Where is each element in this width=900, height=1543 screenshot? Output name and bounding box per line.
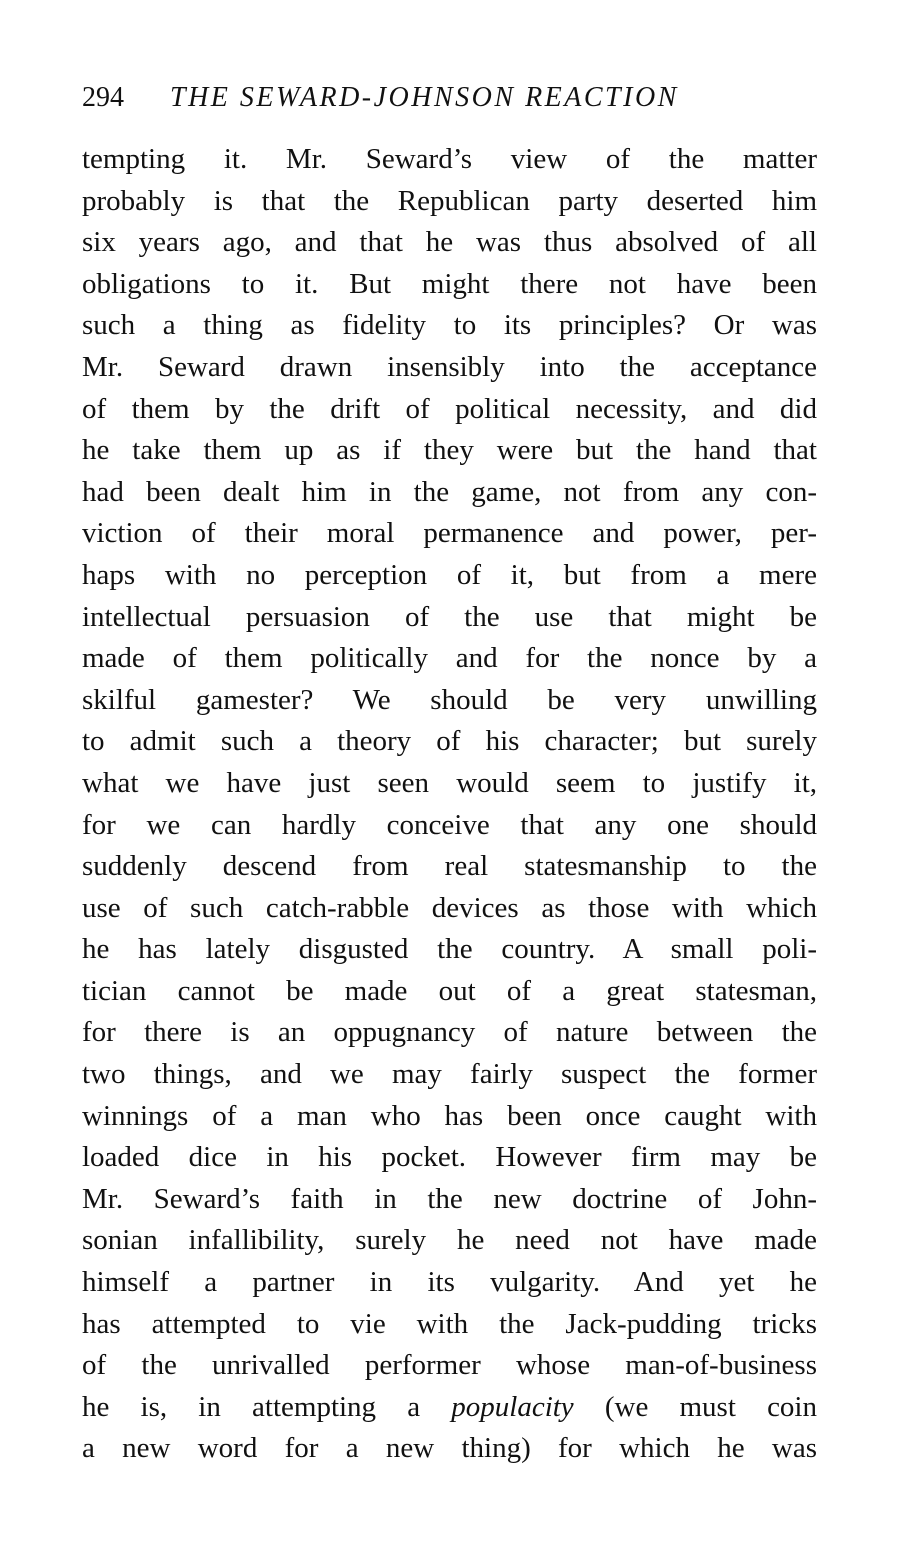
text-line: of the unrivalled performer whose man-of-business: [82, 1349, 817, 1382]
text-segment: (we must coin: [573, 1390, 817, 1423]
text-line: six years ago, and that he was thus absolved of all: [82, 226, 817, 259]
text-line: to admit such a theory of his character; but surely: [82, 725, 817, 758]
text-line: haps with no perception of it, but from a mere: [82, 558, 817, 591]
text-line: probably is that the Republican party deserted him: [82, 184, 817, 217]
text-line: tician cannot be made out of a great statesman,: [82, 974, 817, 1007]
page-number: 294: [82, 82, 124, 113]
text-line: of them by the drift of political necessity, and did: [82, 392, 817, 425]
text-line: for there is an oppugnancy of nature between the: [82, 1016, 817, 1049]
text-line: Mr. Seward drawn insensibly into the acceptance: [82, 350, 817, 383]
text-line: intellectual persuasion of the use that might be: [82, 600, 817, 633]
text-line: two things, and we may fairly suspect the former: [82, 1058, 817, 1091]
text-line: use of such catch-rabble devices as those with which: [82, 891, 817, 924]
text-line: viction of their moral permanence and power, per-: [82, 517, 817, 550]
text-line: made of them politically and for the nonce by a: [82, 642, 817, 675]
text-line: obligations to it. But might there not have been: [82, 267, 817, 300]
text-line: suddenly descend from real statesmanship to the: [82, 850, 817, 883]
text-line: tempting it. Mr. Seward’s view of the matter: [82, 143, 817, 175]
text-line: himself a partner in its vulgarity. And yet he: [82, 1266, 817, 1299]
text-segment: he is, in attempting a: [82, 1390, 452, 1423]
italic-word: populacity: [451, 1390, 574, 1423]
body-text: [82, 139, 817, 1470]
text-line: skilful gamester? We should be very unwilling: [82, 683, 817, 716]
text-line: Mr. Seward’s faith in the new doctrine of John-: [82, 1182, 817, 1215]
text-line-with-italic: [82, 1387, 817, 1429]
text-line: for we can hardly conceive that any one should: [82, 808, 817, 841]
running-title: THE SEWARD-JOHNSON REACTION: [170, 82, 679, 113]
text-line: such a thing as fidelity to its principles? Or was: [82, 309, 817, 342]
running-head: [82, 78, 822, 118]
text-line: sonian infallibility, surely he need not have made: [82, 1224, 817, 1257]
text-line: winnings of a man who has been once caught with: [82, 1099, 817, 1132]
text-line: he take them up as if they were but the hand that: [82, 434, 817, 467]
text-line: has attempted to vie with the Jack-pudding tricks: [82, 1307, 817, 1340]
text-line: he has lately disgusted the country. A small poli-: [82, 933, 817, 966]
text-line: loaded dice in his pocket. However firm may be: [82, 1141, 817, 1174]
text-line: had been dealt him in the game, not from any con-: [82, 475, 817, 508]
text-line: what we have just seen would seem to justify it,: [82, 766, 817, 799]
text-line: a new word for a new thing) for which he was: [82, 1432, 817, 1465]
